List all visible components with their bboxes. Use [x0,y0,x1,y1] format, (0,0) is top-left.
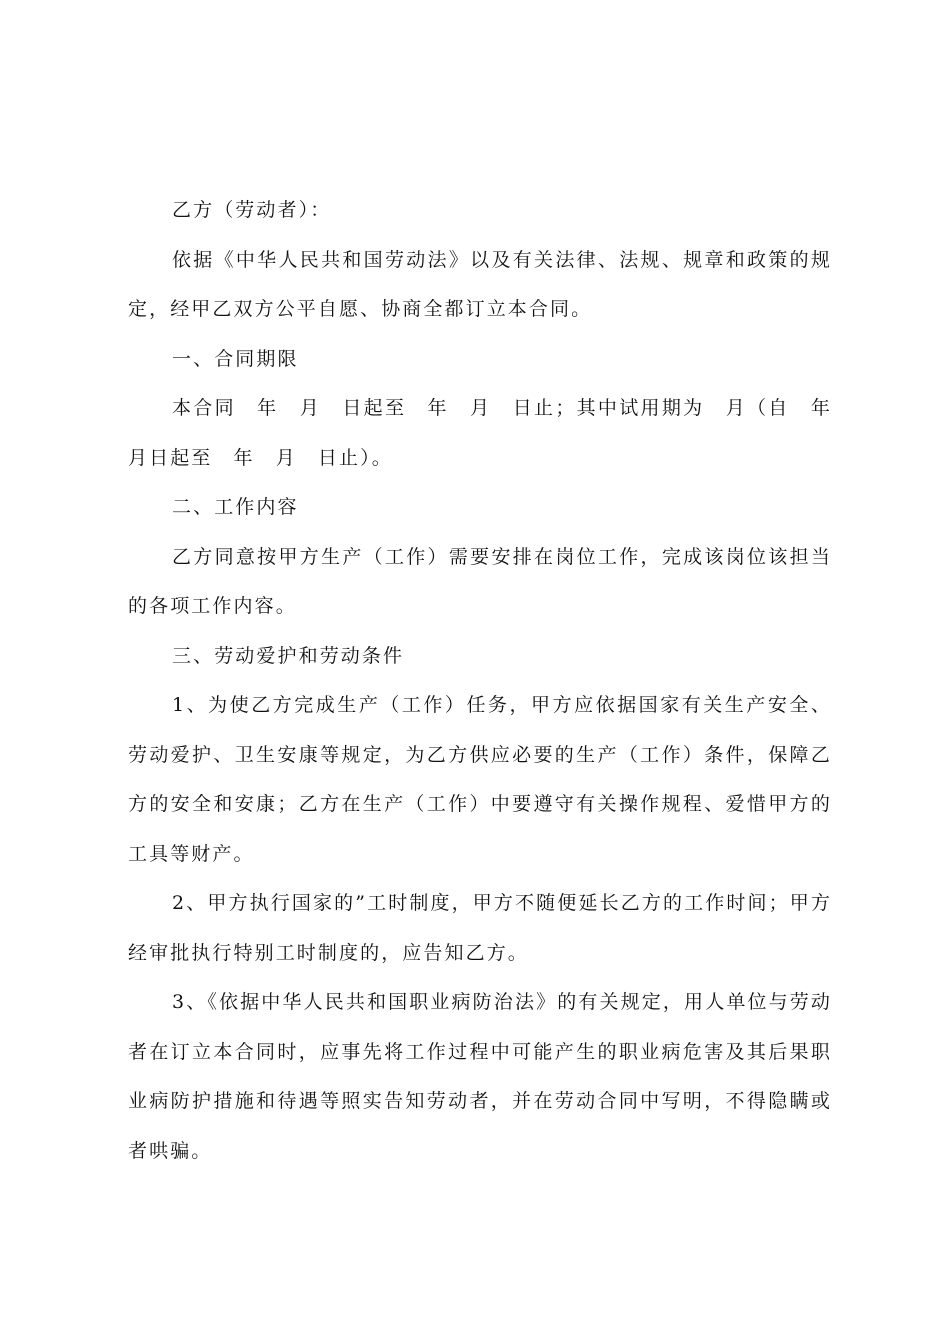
section-heading-contract-term: 一、合同期限 [172,347,299,370]
contract-term-paragraph: 本合同 年 月 日起至 年 月 日止；其中试用期为 月（自 年 月日起至 年 月 日止）。 [128,397,854,469]
labor-protection-clause-1: 1、为使乙方完成生产（工作）任务，甲方应依据国家有关生产安全、劳动爱护、卫生安康等规定，为乙方供应必要的生产（工作）条件，保障乙方的安全和安康；乙方在生产（工作）中要遵守有关操作规程、爱惜甲方的工具等财产。 [128,694,832,865]
section-heading-work-content: 二、工作内容 [172,496,299,518]
labor-protection-clause-3: 3、《依据中华人民共和国职业病防治法》的有关规定，用人单位与劳动者在订立本合同时，应事先将工作过程中可能产生的职业病危害及其后果职业病防护措施和待遇等照实告知劳动者，并在劳动合同中写明，不得隐瞒或者哄骗。 [128,991,832,1162]
document-body [128,186,854,1176]
work-content-paragraph: 乙方同意按甲方生产（工作）需要安排在岗位工作，完成该岗位该担当的各项工作内容。 [128,545,832,617]
section-heading-labor-protection: 三、劳动爱护和劳动条件 [172,644,405,667]
party-b-label: 乙方（劳动者）： [172,199,332,221]
labor-protection-clause-2: 2、甲方执行国家的”工时制度，甲方不随便延长乙方的工作时间；甲方经审批执行特别工时制度的，应告知乙方。 [128,892,832,964]
preamble-paragraph: 依据《中华人民共和国劳动法》以及有关法律、法规、规章和政策的规定，经甲乙双方公平自愿、协商全都订立本合同。 [128,248,832,320]
